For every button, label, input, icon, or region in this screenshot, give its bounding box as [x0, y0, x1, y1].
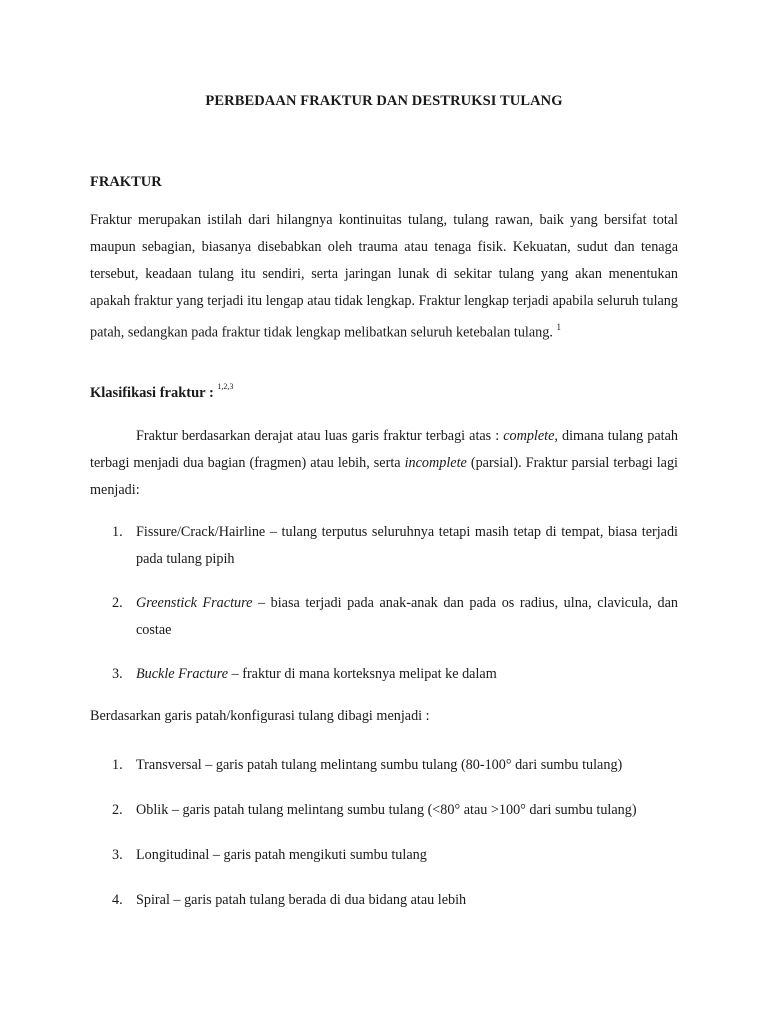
list-item-term: Buckle Fracture [136, 666, 229, 683]
intro-text: Fraktur merupakan istilah dari hilangnya kontinuitas tulang, tulang rawan, baik yang bersifat total maupun sebagian, biasanya disebabkan oleh trauma atau tenaga fisik. Kekuatan, sudut dan tenaga tersebut, keadaan tulang itu sendiri, serta jaringan lunak di sekitar tulang yang akan menentukan apakah fraktur yang terjadi itu lengap atau tidak lengkap. Fraktur lengkap terjadi apabila seluruh tulang patah, sedangkan pada fraktur tidak lengkap melibatkan seluruh ketebalan tulang. [90, 212, 678, 342]
footnote-ref: 1 [556, 322, 561, 333]
intro-paragraph [90, 207, 678, 347]
list-item-text: Transversal – garis patah tulang melintang sumbu tulang (80-100° dari sumbu tulang) [136, 757, 623, 773]
list-number: 2. [112, 802, 123, 819]
document-title: PERBEDAAN FRAKTUR DAN DESTRUKSI TULANG [205, 93, 563, 109]
section-heading-fraktur: FRAKTUR [90, 174, 162, 190]
derajat-part1: Fraktur berdasarkan derajat atau luas garis fraktur terbagi atas : [136, 428, 504, 444]
list-item-term: Greenstick Fracture [136, 595, 253, 612]
list-number: 4. [112, 892, 123, 909]
derajat-term-incomplete: incomplete [404, 455, 467, 472]
parsial-list [90, 519, 678, 705]
derajat-part2: , dimana tulang patah terbagi menjadi dua bagian (fragmen) atau lebih, serta [90, 428, 678, 472]
list-number: 2. [112, 595, 123, 612]
list-number: 1. [112, 524, 123, 540]
konfigurasi-list [90, 752, 678, 932]
derajat-term-complete: complete [503, 428, 555, 444]
klasifikasi-label: Klasifikasi fraktur : [90, 384, 214, 401]
list-item-text: Fissure/Crack/Hairline – tulang terputus seluruhnya tetapi masih tetap di tempat, biasa terjadi pada tulang pipih [136, 524, 678, 568]
list-number: 3. [112, 847, 123, 864]
derajat-paragraph [90, 423, 678, 504]
klasifikasi-heading [90, 384, 233, 402]
list-number: 1. [112, 757, 123, 773]
list-item [90, 842, 678, 869]
list-item [90, 519, 678, 573]
list-item [90, 590, 678, 644]
klasifikasi-refs: 1,2,3 [217, 382, 234, 391]
derajat-part3: (parsial). Fraktur parsial terbagi lagi menjadi: [90, 455, 679, 499]
list-item [90, 661, 678, 688]
list-item-text: Spiral – garis patah tulang berada di dua bidang atau lebih [136, 892, 467, 909]
konfigurasi-intro: Berdasarkan garis patah/konfigurasi tulang dibagi menjadi : [90, 708, 430, 724]
list-item [90, 887, 678, 914]
list-item-text: – fraktur di mana korteksnya melipat ke dalam [228, 666, 497, 683]
list-item-text: Longitudinal – garis patah mengikuti sumbu tulang [136, 847, 427, 864]
list-item-text: Oblik – garis patah tulang melintang sumbu tulang (<80° atau >100° dari sumbu tulang) [136, 802, 637, 819]
list-item-text: – biasa terjadi pada anak-anak dan pada os radius, ulna, clavicula, dan costae [136, 595, 678, 639]
list-number: 3. [112, 666, 123, 683]
list-item [90, 797, 678, 824]
list-item [90, 752, 678, 779]
